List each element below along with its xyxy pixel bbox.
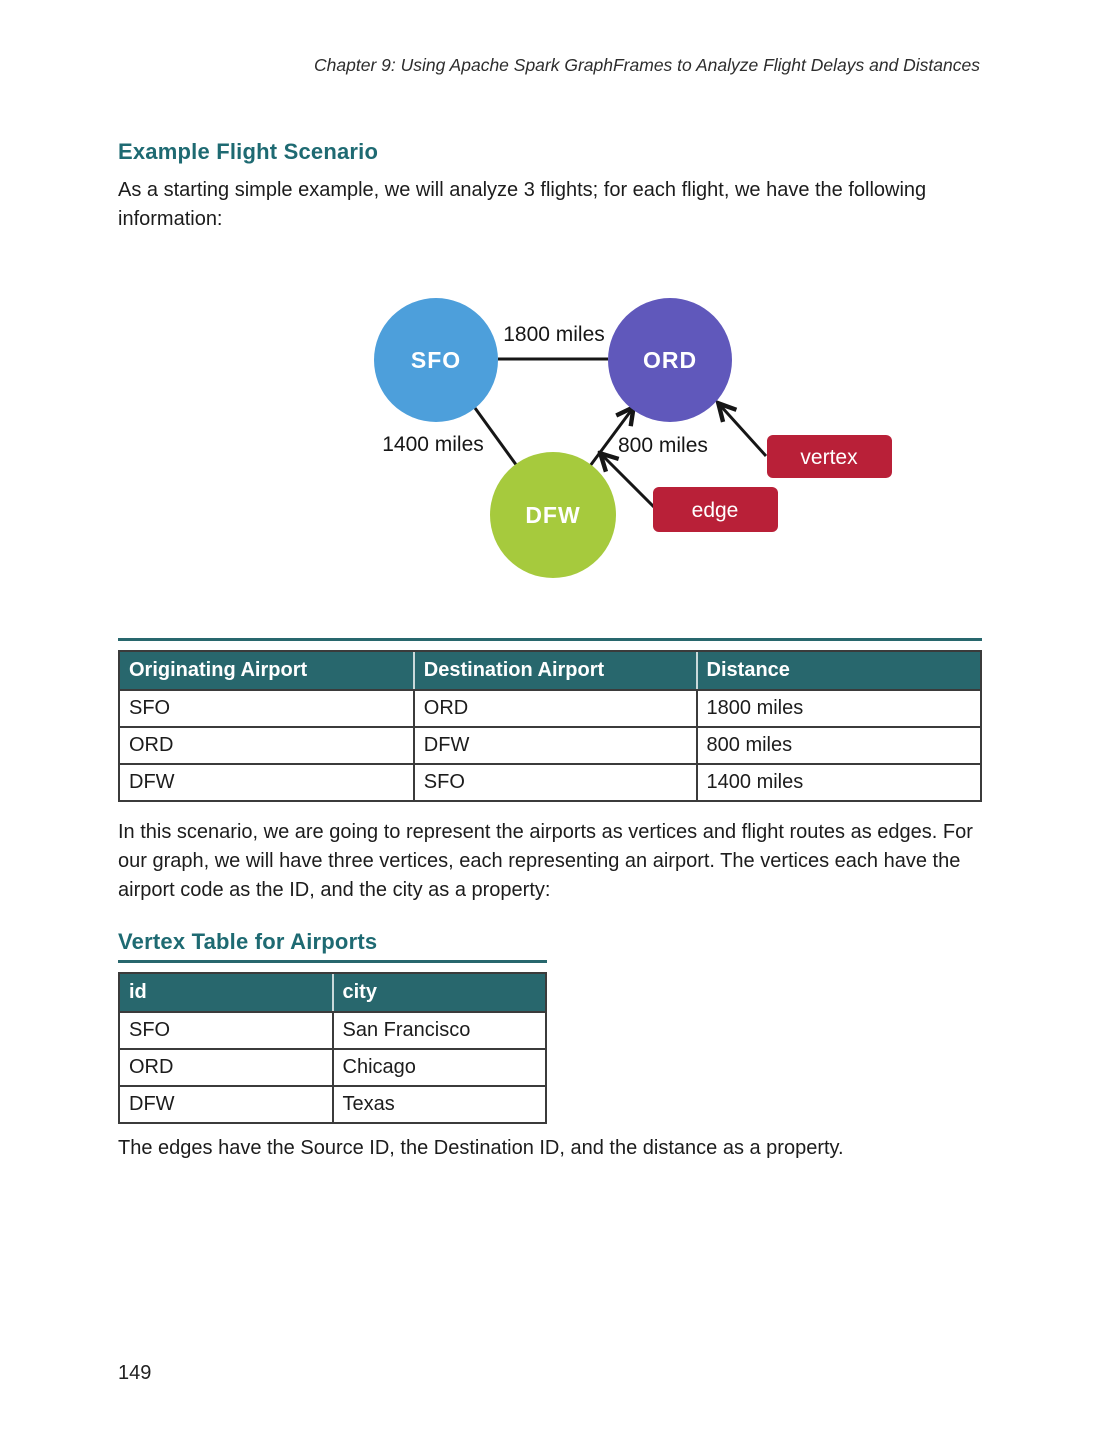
scenario-paragraph: In this scenario, we are going to represent the airports as vertices and flight routes as edges. For our graph, we will have three vertices, each representing an airport. The vertices each have the airport code as the ID, and the city as a property: xyxy=(118,821,973,901)
chapter-running-header: Chapter 9: Using Apache Spark GraphFrames to Analyze Flight Delays and Distances xyxy=(314,55,980,75)
header-cell-destination-airport: Destination Airport xyxy=(414,651,697,690)
cell-destination: DFW xyxy=(414,727,697,764)
cell-city: Texas xyxy=(333,1086,547,1123)
page-number: 149 xyxy=(118,1362,152,1384)
cell-id: DFW xyxy=(119,1086,333,1123)
table-row xyxy=(119,690,981,727)
table-top-rule xyxy=(118,638,982,641)
cell-origin: ORD xyxy=(119,727,414,764)
cell-distance: 1800 miles xyxy=(697,690,981,727)
edges-paragraph: The edges have the Source ID, the Destination ID, and the distance as a property. xyxy=(118,1137,844,1159)
vertex-table-block xyxy=(118,960,547,1124)
cell-destination: SFO xyxy=(414,764,697,801)
cell-origin: SFO xyxy=(119,690,414,727)
cell-city: San Francisco xyxy=(333,1012,547,1049)
vertex-table-header-row xyxy=(119,973,546,1012)
vertex-table xyxy=(118,972,547,1124)
table-row xyxy=(119,1049,546,1086)
cell-id: ORD xyxy=(119,1049,333,1086)
edge-label-800-miles: 800 miles xyxy=(618,434,708,457)
section-heading-example-flight-scenario: Example Flight Scenario xyxy=(118,139,379,164)
edge-label-1800-miles: 1800 miles xyxy=(503,323,605,346)
table-row xyxy=(119,1012,546,1049)
cell-origin: DFW xyxy=(119,764,414,801)
cell-id: SFO xyxy=(119,1012,333,1049)
flights-table xyxy=(118,650,982,802)
intro-paragraph: As a starting simple example, we will analyze 3 flights; for each flight, we have the following information: xyxy=(118,179,927,230)
flights-table-header-row xyxy=(119,651,981,690)
flights-table-block xyxy=(118,638,982,802)
node-label-sfo: SFO xyxy=(410,347,462,373)
vertex-callout-arrow xyxy=(719,404,766,456)
table-row xyxy=(119,727,981,764)
table-top-rule xyxy=(118,960,547,963)
cell-city: Chicago xyxy=(333,1049,547,1086)
header-cell-id: id xyxy=(119,973,333,1012)
header-cell-city: city xyxy=(333,973,547,1012)
flight-graph-diagram xyxy=(330,288,950,588)
edge-callout-label: edge xyxy=(691,499,739,522)
table-row xyxy=(119,764,981,801)
vertex-callout-label: vertex xyxy=(800,446,858,469)
cell-distance: 1400 miles xyxy=(697,764,981,801)
header-cell-originating-airport: Originating Airport xyxy=(119,651,414,690)
cell-destination: ORD xyxy=(414,690,697,727)
header-cell-distance: Distance xyxy=(697,651,981,690)
node-label-dfw: DFW xyxy=(525,502,581,528)
edge-label-1400-miles: 1400 miles xyxy=(382,433,484,456)
table-row xyxy=(119,1086,546,1123)
cell-distance: 800 miles xyxy=(697,727,981,764)
section-heading-vertex-table: Vertex Table for Airports xyxy=(118,929,378,954)
node-label-ord: ORD xyxy=(642,347,698,373)
